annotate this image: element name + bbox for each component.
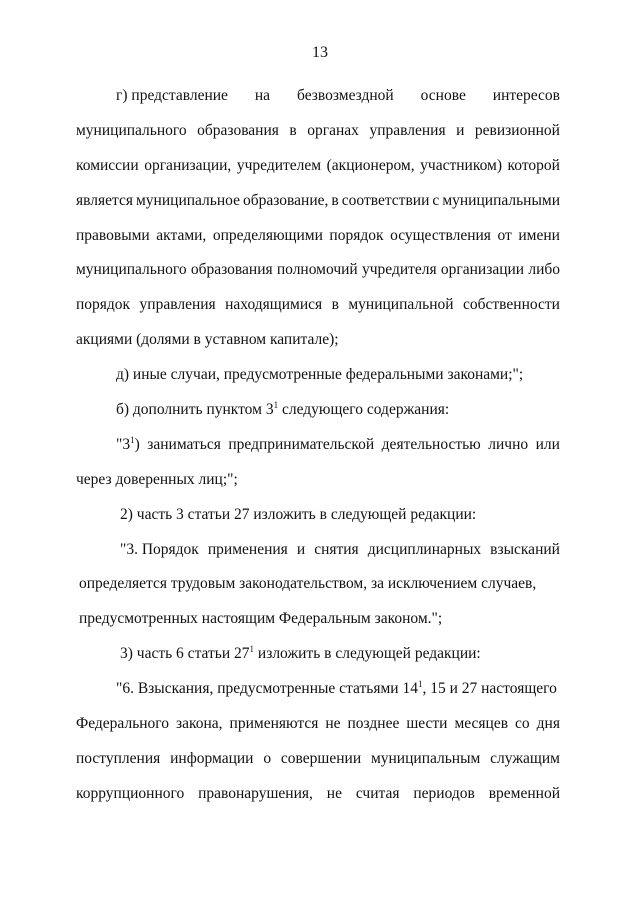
word: полномочий [276,261,358,279]
line-text-after: следующего содержания: [278,401,450,419]
word: от [497,226,512,244]
word: органах [307,121,359,139]
superscript: 1 [130,434,135,445]
text-line [76,672,560,707]
word: взысканий [490,540,560,558]
word: лично [488,435,529,453]
word: муниципальным [370,749,481,767]
word: не [325,715,341,733]
word: информации [170,749,254,767]
word: определяющими [212,226,323,244]
word: периодов [413,784,475,802]
word: порядок [76,296,131,314]
text-line [76,637,560,672]
line-text: через доверенных лиц;"; [76,470,238,488]
word: закона, [176,715,223,733]
word: осуществления [390,226,491,244]
line-text: б) дополнить пунктом 3 [116,401,274,419]
word: муниципальными [442,191,560,209]
text-line [76,463,560,498]
word: учредителем [236,156,322,174]
word: коррупционного [76,784,185,802]
word: заниматься [147,435,221,453]
text-line [76,184,560,219]
word: учредителя [361,261,437,279]
word: правовыми [76,226,150,244]
line-text-after: изложить в следующей редакции: [254,645,481,663]
word: управления [369,121,446,139]
word: безвозмездной [297,87,394,104]
text-line [76,498,560,533]
word: муниципального [76,261,187,279]
word: собственности [463,296,560,314]
word: применяются [229,715,319,733]
word: в [289,121,297,139]
word: "3. Порядок [120,540,199,558]
text-line [76,79,560,114]
word: образование, [243,191,329,209]
word: на [254,87,271,104]
word: соответствии [341,191,430,209]
text-line [76,253,560,288]
word: муниципальной [348,296,454,314]
document-body [76,79,560,812]
word: в [331,191,339,209]
word: или [535,435,560,453]
text-line [76,742,560,777]
text-line [76,219,560,254]
text-line [76,149,560,184]
word: которой [507,156,560,174]
word: г) представление [116,87,228,104]
word-tail: ) [134,435,140,453]
text-line [76,323,560,358]
text-line [76,428,560,463]
word: является [76,191,133,209]
text-line [76,602,560,637]
line-text: акциями (долями в уставном капитале); [76,331,339,349]
word: находящимися [225,296,323,314]
word: интересов [492,87,560,104]
text-line [76,707,560,742]
word: ревизионной [474,121,560,139]
line-text: д) иные случаи, предусмотренные федеральными законами;"; [116,366,524,384]
word: шести [406,715,448,733]
page-number: 13 [312,44,328,61]
word: месяцев [454,715,509,733]
word: основе [420,87,466,104]
word: либо [528,261,560,279]
line-text: 2) часть 3 статьи 27 изложить в следующей редакции: [120,505,477,523]
word: предпринимательской [228,435,375,453]
text-line [76,114,560,149]
text-line [76,777,560,812]
word: управления [139,296,216,314]
word: "3 [116,435,131,453]
word: актами, [156,226,207,244]
text-line [76,288,560,323]
text-line [76,358,560,393]
word: участником) [420,156,502,174]
text-line [76,533,560,568]
word: считая [355,784,400,802]
word: дня [536,715,560,733]
word: позднее [347,715,400,733]
word: с [432,191,440,209]
word: образования [197,121,279,139]
word: совершении [280,749,362,767]
word: организации [440,261,525,279]
word: поступления [76,749,161,767]
word: снятия [314,540,359,558]
word: в [331,296,339,314]
word: и [456,121,465,139]
word: имени [518,226,560,244]
word: служащим [490,749,560,767]
word: не [326,784,342,802]
word: временной [488,784,560,802]
line-text-after: , 15 и 27 настоящего [422,680,557,698]
word: и [296,540,306,558]
word: образования [190,261,273,279]
superscript: 1 [273,400,279,411]
word: муниципальное [136,191,240,209]
text-line [76,567,560,602]
word: дисциплинарных [367,540,482,558]
line-text: 3) часть 6 статьи 27 [120,645,250,663]
word: правонарушения, [198,784,313,802]
word: (акционером, [326,156,415,174]
word: организации, [144,156,232,174]
word: применения [207,540,288,558]
word: со [515,715,530,733]
text-line [76,393,560,428]
word: комиссии [76,156,139,174]
line-text: предусмотренных настоящим Федеральным законом."; [79,610,443,628]
superscript: 1 [249,644,255,655]
word: деятельностью [381,435,481,453]
word: о [263,749,272,767]
word: порядок [329,226,384,244]
word: муниципального [76,121,187,139]
line-text: определяется трудовым законодательством, за исключением случаев, [79,575,537,593]
word-group [116,428,140,463]
superscript: 1 [417,679,423,690]
word: Федерального [76,715,170,733]
line-text: "6. Взыскания, предусмотренные статьями 14 [116,680,418,698]
